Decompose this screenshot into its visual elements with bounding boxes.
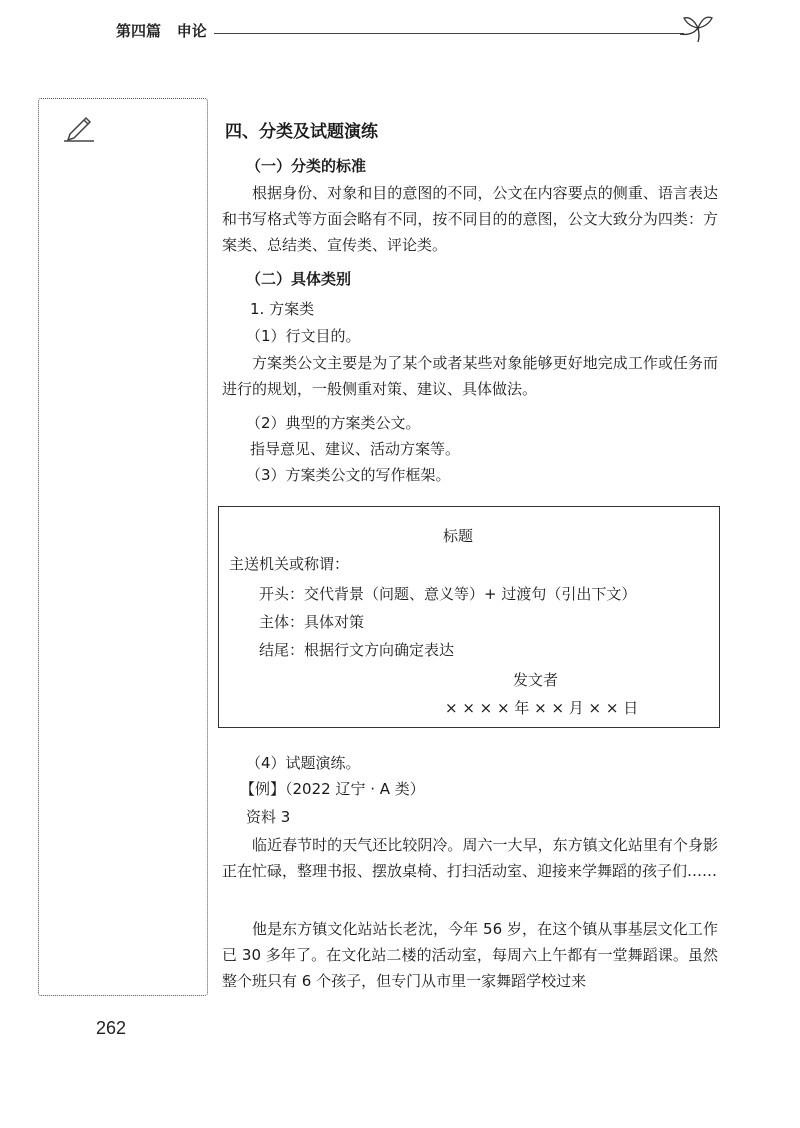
sprout-icon [678,12,714,42]
framework-opening: 开头：交代背景（问题、意义等）+ 过渡句（引出下文） [259,585,637,603]
paragraph-purpose: 方案类公文主要是为了某个或者某些对象能够更好地完成工作或任务而进行的规划，一般侧重对策、建议、具体做法。 [222,354,718,398]
header-rule [214,33,684,34]
framework-title: 标题 [443,527,474,545]
header-part: 第四篇 [116,22,162,40]
page-number: 262 [96,1018,127,1038]
item-heading-1: 1. 方案类 [250,300,315,318]
item-b-heading: （2）典型的方案类公文。 [246,414,421,432]
exercise-heading: （4）试题演练。 [246,754,361,772]
subsection-title-1: （一）分类的标准 [246,157,367,175]
running-header [116,20,207,41]
subsection-title-2: （二）具体类别 [246,270,352,288]
item-a-heading: （1）行文目的。 [246,327,361,345]
material-label: 资料 3 [246,808,291,826]
paragraph-material-2: 他是东方镇文化站站长老沈，今年 56 岁，在这个镇从事基层文化工作已 30 多年了。在文化站二楼的活动室，每周六上午都有一堂舞蹈课。虽然整个班只有 6 个孩子，但专门从市里一家舞蹈学校过来 [222,920,718,990]
example-label: 【例】（2022 辽宁 · A 类） [240,780,425,798]
framework-issuer: 发文者 [513,671,559,689]
framework-recipient: 主送机关或称谓： [229,555,350,573]
item-c-heading: （3）方案类公文的写作框架。 [246,466,451,484]
header-title: 申论 [176,22,207,40]
framework-date: × × × × 年 × × 月 × × 日 [445,699,639,717]
notes-margin-box [38,98,208,996]
item-b-text: 指导意见、建议、活动方案等。 [250,440,461,458]
framework-ending: 结尾：根据行文方向确定表达 [259,641,455,659]
pencil-icon [62,114,96,142]
section-title: 四、分类及试题演练 [225,122,378,142]
framework-body: 主体：具体对策 [259,613,365,631]
paragraph-material-1: 临近春节时的天气还比较阴冷。周六一大早，东方镇文化站里有个身影正在忙碌，整理书报、摆放桌椅、打扫活动室、迎接来学舞蹈的孩子们…… [222,836,718,880]
framework-box [218,506,720,728]
paragraph-classification: 根据身份、对象和目的意图的不同，公文在内容要点的侧重、语言表达和书写格式等方面会略有不同，按不同目的的意图，公文大致分为四类：方案类、总结类、宣传类、评论类。 [222,184,718,254]
